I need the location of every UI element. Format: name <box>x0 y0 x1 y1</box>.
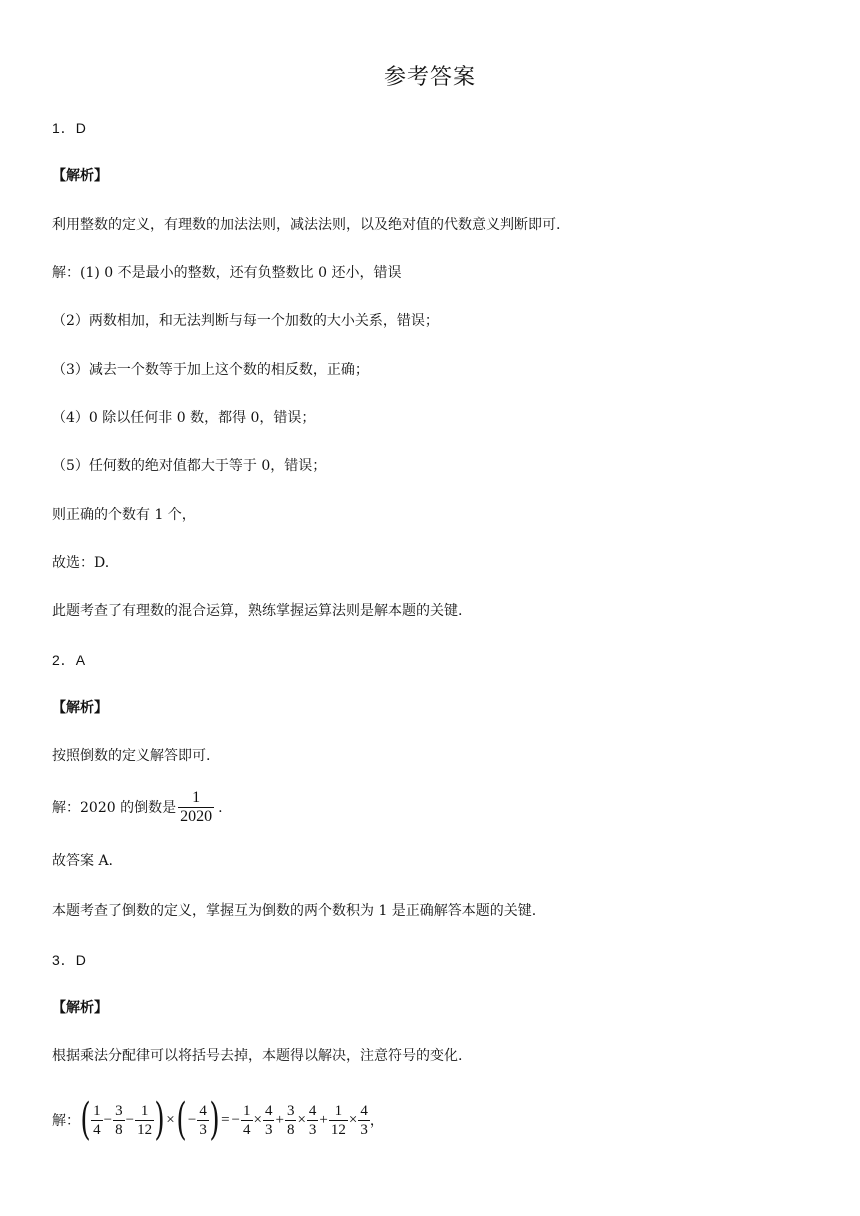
denominator: 8 <box>115 1121 123 1138</box>
numerator: 1 <box>140 1102 149 1119</box>
denominator: 4 <box>93 1121 101 1138</box>
q2-solve-suffix: . <box>218 799 223 816</box>
fraction <box>91 1102 103 1139</box>
numerator: 4 <box>360 1102 368 1119</box>
fraction <box>329 1102 348 1139</box>
minus-sign: − <box>187 1111 197 1128</box>
fraction <box>358 1102 370 1139</box>
q2-note: 本题考查了倒数的定义，掌握互为倒数的两个数积为 1 是正确解答本题的关键. <box>52 903 537 919</box>
q3-solution-equation <box>52 1094 384 1145</box>
q1-line6: 则正确的个数有 1 个， <box>52 507 196 523</box>
q2-answer: 2．A <box>52 652 87 668</box>
q3-solve-prefix: 解： <box>52 1113 80 1129</box>
fraction <box>135 1102 154 1139</box>
plus-sign: + <box>319 1111 328 1128</box>
page-title: 参考答案 <box>383 65 476 90</box>
numerator: 4 <box>264 1102 273 1119</box>
fraction <box>285 1102 297 1139</box>
denominator: 3 <box>199 1121 207 1138</box>
times-sign: × <box>348 1111 358 1128</box>
denominator: 8 <box>286 1121 295 1138</box>
minus-sign: − <box>231 1111 240 1128</box>
times-sign: × <box>297 1111 306 1128</box>
denominator: 4 <box>243 1121 251 1138</box>
q1-choice: 故选：D. <box>52 555 110 571</box>
fraction <box>263 1102 275 1139</box>
q3-summary: 根据乘法分配律可以将括号去掉，本题得以解决，注意符号的变化. <box>52 1048 463 1064</box>
q1-answer: 1．D <box>52 120 87 136</box>
q2-fraction-denominator: 2020 <box>180 808 213 825</box>
right-paren: ) <box>154 1094 165 1145</box>
denominator: 3 <box>308 1121 317 1138</box>
q1-analysis-label: 【解析】 <box>52 168 108 184</box>
numerator: 4 <box>199 1102 207 1119</box>
minus-sign: − <box>103 1111 113 1128</box>
fraction <box>197 1102 209 1139</box>
times-sign: × <box>166 1111 175 1128</box>
trailing-comma: ， <box>369 1113 384 1129</box>
q2-choice: 故答案 A. <box>52 853 114 869</box>
left-paren: ( <box>80 1094 91 1145</box>
numerator: 1 <box>334 1102 343 1119</box>
numerator: 3 <box>115 1102 123 1119</box>
q1-line1: 解：(1) 0 不是最小的整数，还有负整数比 0 还小，错误 <box>52 265 402 281</box>
numerator: 3 <box>286 1102 295 1119</box>
q2-summary: 按照倒数的定义解答即可. <box>52 748 211 764</box>
q2-analysis-label: 【解析】 <box>52 700 108 716</box>
denominator: 12 <box>137 1121 153 1138</box>
q1-line3: （3）减去一个数等于加上这个数的相反数，正确； <box>52 362 369 378</box>
minus-sign: − <box>125 1111 135 1128</box>
plus-sign: + <box>275 1111 284 1128</box>
q1-line4: （4）0 除以任何非 0 数，都得 0，错误； <box>52 410 316 426</box>
fraction <box>113 1102 125 1139</box>
q1-note: 此题考查了有理数的混合运算，熟练掌握运算法则是解本题的关键. <box>52 603 463 619</box>
q1-summary: 利用整数的定义，有理数的加法法则，减法法则，以及绝对值的代数意义判断即可. <box>52 217 561 233</box>
q2-solution <box>52 789 223 826</box>
denominator: 3 <box>360 1121 368 1138</box>
q2-solve-prefix: 解：2020 的倒数是 <box>52 799 177 816</box>
q3-analysis-label: 【解析】 <box>52 1000 108 1016</box>
numerator: 4 <box>308 1102 317 1119</box>
times-sign: × <box>253 1111 262 1128</box>
fraction <box>307 1102 319 1139</box>
fraction <box>241 1102 253 1139</box>
equals-sign: = <box>221 1111 230 1128</box>
right-paren: ) <box>209 1094 220 1145</box>
q1-line2: （2）两数相加，和无法判断与每一个加数的大小关系，错误； <box>52 313 439 329</box>
q1-line5: （5）任何数的绝对值都大于等于 0，错误； <box>52 458 327 474</box>
q3-answer: 3．D <box>52 952 87 968</box>
numerator: 1 <box>243 1102 251 1119</box>
denominator: 3 <box>264 1121 273 1138</box>
q2-fraction <box>178 789 214 826</box>
denominator: 12 <box>330 1121 346 1138</box>
q2-fraction-numerator: 1 <box>192 789 201 806</box>
numerator: 1 <box>93 1102 101 1119</box>
left-paren: ( <box>176 1094 187 1145</box>
